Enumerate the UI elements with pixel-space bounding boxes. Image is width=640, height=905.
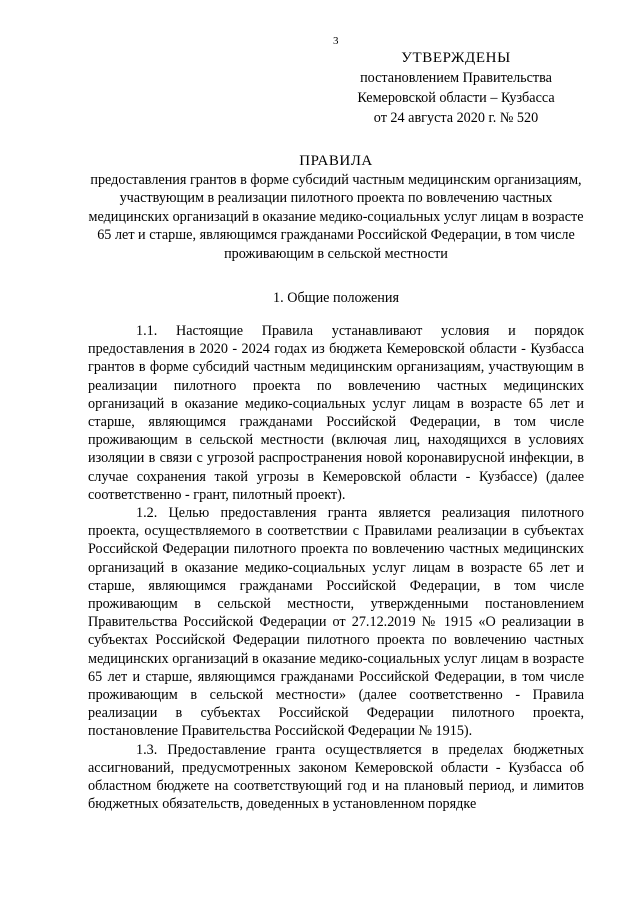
page-number: 3 (333, 35, 339, 47)
approval-line: Кемеровской области – Кузбасса (357, 90, 555, 106)
title-heading: ПРАВИЛА (299, 153, 373, 169)
approval-block (340, 48, 572, 128)
title-text: предоставления грантов в форме субсидий частным медицинским организациям, участвующим в реализации пилотного проекта по вовлечению частных медицинских организаций в оказание медико-социальных услуг лицам в возрасте 65 лет и старше, являющимся гражданами Российской Федерации, в том числе проживающим в сельской местности (88, 171, 584, 262)
body-text (88, 322, 584, 813)
paragraph-1-2: 1.2. Целью предоставления гранта является реализация пилотного проекта, осуществляемого в соответствии с Правилами реализации в субъектах Российской Федерации пилотного проекта по вовлечению частных медицинских организаций в оказание медико-социальных услуг лицам в возрасте 65 лет и старше, являющимся гражданами Российской Федерации, в том числе проживающим в сельской местности, утвержденными постановлением Правительства Российской Федерации от 27.12.2019 № 1915 «О реализации в субъектах Российской Федерации пилотного проекта по вовлечению частных медицинских организаций в оказание медико-социальных услуг лицам в возрасте 65 лет и старше, являющимся гражданами Российской Федерации, в том числе проживающим в сельской местности» (далее соответственно - Правила реализации в субъектах Российской Федерации пилотного проекта, постановление Правительства Российской Федерации № 1915). (88, 505, 584, 740)
section-heading: 1. Общие положения (273, 290, 399, 306)
approval-line: постановлением Правительства (360, 70, 552, 86)
approval-heading: УТВЕРЖДЕНЫ (401, 50, 511, 66)
paragraph-1-1: 1.1. Настоящие Правила устанавливают условия и порядок предоставления в 2020 - 2024 годах из бюджета Кемеровской области - Кузбасса грантов в форме субсидий частным медицинским организациям, участвующим в реализации пилотного проекта по вовлечению частных медицинских организаций в оказание медико-социальных услуг лицам в возрасте 65 лет и старше, являющимся гражданами Российской Федерации, в том числе проживающим в сельской местности (включая лиц, находящихся в условиях изоляции в связи с угрозой распространения новой коронавирусной инфекции, в случае сохранения такой угрозы в Кемеровской области - Кузбассе) (далее соответственно - грант, пилотный проект). (88, 323, 584, 503)
approval-line: от 24 августа 2020 г. № 520 (373, 110, 539, 126)
paragraph-1-3: 1.3. Предоставление гранта осуществляется в пределах бюджетных ассигнований, предусмотренных законом Кемеровской области - Кузбасса об областном бюджете на соответствующий год и на плановый период, и лимитов бюджетных обязательств, доведенных в установленном порядке (88, 741, 584, 813)
document-title (88, 152, 584, 263)
